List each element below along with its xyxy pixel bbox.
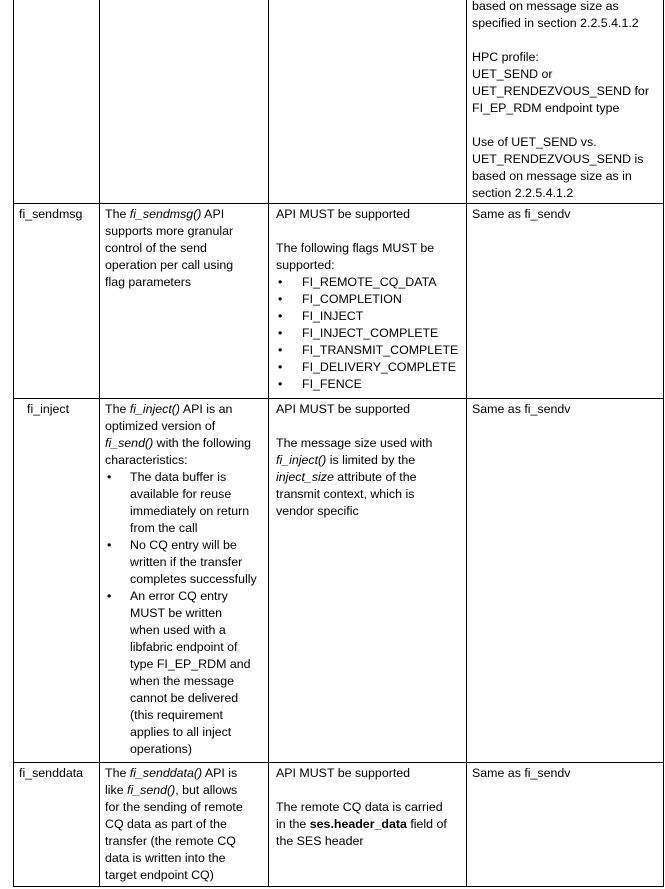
fn-name: fi_sendmsg() bbox=[129, 207, 202, 221]
desc-line: control of the send bbox=[105, 241, 207, 255]
row-inject-desc-cell bbox=[105, 401, 266, 758]
api-name: fi_sendmsg bbox=[19, 207, 83, 221]
row-inject-name-cell bbox=[27, 401, 97, 418]
characteristics-list bbox=[105, 469, 266, 758]
row-sendmsg-name-cell bbox=[19, 206, 97, 223]
fn-name: fi_send() bbox=[127, 783, 176, 797]
note-line: The remote CQ data is carried bbox=[276, 800, 443, 814]
desc-line: operation per call using bbox=[105, 258, 234, 272]
desc-line: supports more granular bbox=[105, 224, 234, 238]
fn-name: fi_senddata() bbox=[129, 766, 203, 780]
field-name: ses.header_data bbox=[309, 817, 407, 831]
use-of-text: Use of UET_SEND vs. bbox=[472, 135, 597, 149]
requirement-text: API MUST be supported bbox=[276, 207, 411, 221]
note-line: transmit context, which is bbox=[276, 487, 415, 501]
desc-line: transfer (the remote CQ bbox=[105, 834, 236, 848]
flag-item: • FI_DELIVERY_COMPLETE bbox=[276, 359, 464, 376]
use-of-text: section 2.2.5.4.1.2 bbox=[472, 186, 574, 200]
mapping-text: Same as fi_sendv bbox=[472, 207, 571, 221]
requirement-text: API MUST be supported bbox=[276, 766, 411, 780]
use-of-text: based on message size as in bbox=[472, 169, 632, 183]
desc-line: fi_send() with the following bbox=[105, 436, 252, 450]
desc-line: data is written into the bbox=[105, 851, 226, 865]
note-line: The message size used with bbox=[276, 436, 433, 450]
table-divider-2 bbox=[268, 0, 269, 887]
hpc-profile-text: FI_EP_RDM endpoint type bbox=[472, 101, 620, 115]
top-row-text: based on message size as bbox=[472, 0, 619, 13]
row-sendmsg-mapping-cell bbox=[472, 206, 662, 223]
fn-name: fi_inject() bbox=[129, 402, 181, 416]
flag-item: • FI_TRANSMIT_COMPLETE bbox=[276, 342, 464, 359]
flag-item: • FI_REMOTE_CQ_DATA bbox=[276, 274, 464, 291]
flag-item: • FI_FENCE bbox=[276, 376, 464, 393]
characteristic-item: • No CQ entry will be written if the transfer completes successfully bbox=[105, 537, 266, 588]
note-line: fi_inject() is limited by the bbox=[276, 453, 416, 467]
hpc-profile-text: UET_RENDEZVOUS_SEND for bbox=[472, 84, 649, 98]
api-name: fi_inject bbox=[27, 402, 70, 416]
note-line: inject_size attribute of the bbox=[276, 470, 417, 484]
flags-intro: supported: bbox=[276, 258, 335, 272]
desc-line: optimized version of bbox=[105, 419, 216, 433]
top-row-mapping-cell bbox=[472, 0, 662, 202]
attr-name: inject_size bbox=[276, 470, 334, 484]
table-border-left bbox=[13, 0, 14, 887]
requirement-text: API MUST be supported bbox=[276, 402, 411, 416]
desc-line: like fi_send(), but allows bbox=[105, 783, 238, 797]
row-divider-2 bbox=[13, 398, 664, 399]
hpc-profile-text: UET_SEND or bbox=[472, 67, 553, 81]
api-name: fi_senddata bbox=[19, 766, 84, 780]
table-border-bottom bbox=[13, 886, 664, 887]
table-divider-3 bbox=[466, 0, 467, 887]
note-line: the SES header bbox=[276, 834, 364, 848]
note-line: in the ses.header_data field of bbox=[276, 817, 447, 831]
table-border-right bbox=[663, 0, 664, 887]
row-sendmsg-req-cell bbox=[276, 206, 464, 393]
flag-item: • FI_COMPLETION bbox=[276, 291, 464, 308]
note-line: vendor specific bbox=[276, 504, 359, 518]
desc-line: CQ data as part of the bbox=[105, 817, 227, 831]
row-inject-mapping-cell bbox=[472, 401, 662, 418]
row-senddata-req-cell bbox=[276, 765, 464, 850]
fn-name: fi_send() bbox=[105, 436, 154, 450]
table-divider-1 bbox=[99, 0, 100, 887]
characteristic-item: • An error CQ entry MUST be written when used with a libfabric endpoint of type FI_EP_RDM and when the message cannot be delivered (this requirement applies to all inject operations) bbox=[105, 588, 266, 758]
flags-intro: The following flags MUST be bbox=[276, 241, 435, 255]
characteristic-item: • The data buffer is available for reuse immediately on return from the call bbox=[105, 469, 266, 537]
desc-line: The fi_sendmsg() API bbox=[105, 207, 225, 221]
flag-list bbox=[276, 274, 464, 393]
mapping-text: Same as fi_sendv bbox=[472, 766, 571, 780]
desc-line: flag parameters bbox=[105, 275, 192, 289]
flag-item: • FI_INJECT_COMPLETE bbox=[276, 325, 464, 342]
row-sendmsg-desc-cell bbox=[105, 206, 266, 291]
hpc-profile-label: HPC profile: bbox=[472, 50, 539, 64]
fn-name: fi_inject() bbox=[276, 453, 327, 467]
use-of-text: UET_RENDEZVOUS_SEND is bbox=[472, 152, 644, 166]
row-divider-3 bbox=[13, 762, 664, 763]
row-senddata-mapping-cell bbox=[472, 765, 662, 782]
desc-line: characteristics: bbox=[105, 453, 188, 467]
row-inject-req-cell bbox=[276, 401, 464, 520]
desc-line: The fi_senddata() API is bbox=[105, 766, 238, 780]
desc-line: The fi_inject() API is an bbox=[105, 402, 233, 416]
desc-line: for the sending of remote bbox=[105, 800, 243, 814]
row-senddata-desc-cell bbox=[105, 765, 266, 884]
top-row-text: specified in section 2.2.5.4.1.2 bbox=[472, 16, 639, 30]
row-divider-1 bbox=[13, 203, 664, 204]
mapping-text: Same as fi_sendv bbox=[472, 402, 571, 416]
row-senddata-name-cell bbox=[19, 765, 97, 782]
desc-line: target endpoint CQ) bbox=[105, 868, 214, 882]
flag-item: • FI_INJECT bbox=[276, 308, 464, 325]
